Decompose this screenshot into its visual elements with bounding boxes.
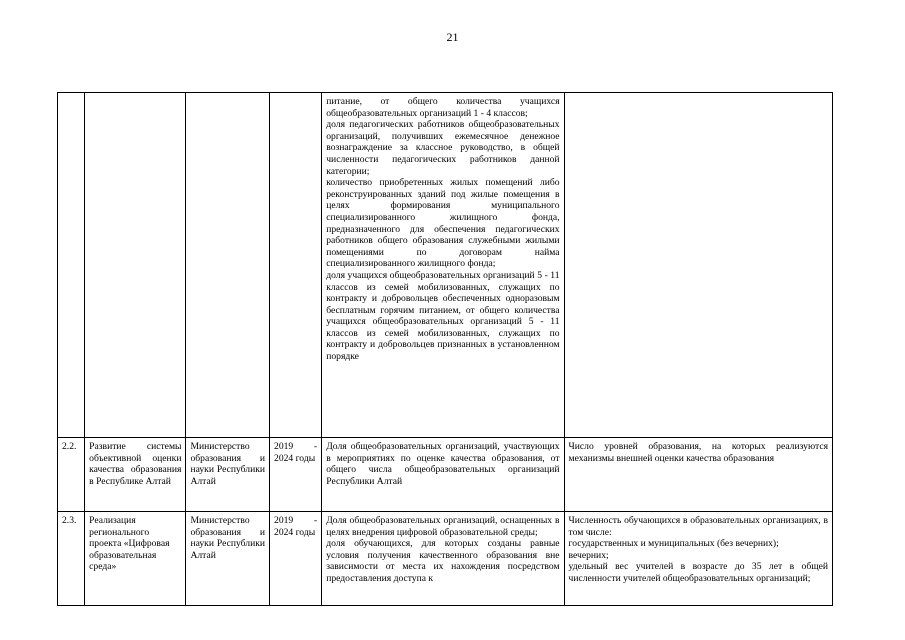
executor-cell: Министерство образования и науки Республики Алтай <box>186 438 270 512</box>
period-cell: 2019 - 2024 годы <box>270 512 322 606</box>
event-cell: Развитие системы объективной оценки качества образования в Республике Алтай <box>85 438 186 512</box>
row-number-cell: 2.2. <box>58 438 85 512</box>
results-cell <box>564 93 832 438</box>
period-cell <box>270 93 322 438</box>
indicator-text: Доля общеобразовательных организаций, оснащенных в целях внедрения цифровой образовательной среды; <box>326 515 560 538</box>
indicator-text: доля учащихся общеобразовательных организаций 5 - 11 классов из семей мобилизованных, служащих по контракту и добровольцев обеспеченных одноразовым бесплатным горячим питанием, от общего количества учащихся общеобразовательных организаций 5 - 11 классов из семей мобилизованных, служащих по контракту и добровольцев признанных в установленном порядке <box>326 269 560 363</box>
row-number-cell <box>58 93 85 438</box>
indicator-text: доля обучающихся, для которых созданы равные условия получения качественного образования вне зависимости от места их нахождения посредством предоставления доступа к <box>326 538 560 584</box>
page-number: 21 <box>446 30 459 44</box>
result-text: Численность обучающихся в образовательных организациях, в том числе: <box>568 515 828 538</box>
indicators-cell <box>322 512 564 606</box>
table-row <box>58 438 833 512</box>
result-text: Число уровней образования, на которых реализуются механизмы внешней оценки качества образования <box>568 441 828 464</box>
indicator-text: питание, от общего количества учащихся общеобразовательных организаций 1 - 4 классов; <box>326 96 560 119</box>
indicator-text: доля педагогических работников общеобразовательных организаций, получивших ежемесячное денежное вознаграждение за классное руководство, в общей численности педагогических работников данной категории; <box>326 119 560 177</box>
table-row <box>58 512 833 606</box>
period-cell: 2019 - 2024 годы <box>270 438 322 512</box>
program-table <box>57 92 833 606</box>
results-cell <box>564 438 832 512</box>
row-number-cell: 2.3. <box>58 512 85 606</box>
event-cell <box>85 93 186 438</box>
executor-cell <box>186 93 270 438</box>
executor-cell: Министерство образования и науки Республики Алтай <box>186 512 270 606</box>
results-cell <box>564 512 832 606</box>
table-row <box>58 93 833 438</box>
indicator-text: количество приобретенных жилых помещений либо реконструированных зданий под жилые помещения в целях формирования муниципального специализированного жилищного фонда, предназначенного для обеспечения педагогических работников общего образования служебными жилыми помещениями по договорам найма специализированного жилищного фонда; <box>326 177 560 270</box>
indicator-text: Доля общеобразовательных организаций, участвующих в мероприятиях по оценке качества образования, от общего числа общеобразовательных организаций Республики Алтай <box>326 441 560 487</box>
event-cell: Реализация регионального проекта «Цифровая образовательная среда» <box>85 512 186 606</box>
result-text: государственных и муниципальных (без вечерних); <box>568 538 779 550</box>
result-text: удельный вес учителей в возрасте до 35 лет в общей численности учителей общеобразовательных организаций; <box>568 561 828 584</box>
indicators-cell <box>322 93 564 438</box>
indicators-cell <box>322 438 564 512</box>
result-text: вечерних; <box>568 549 609 561</box>
